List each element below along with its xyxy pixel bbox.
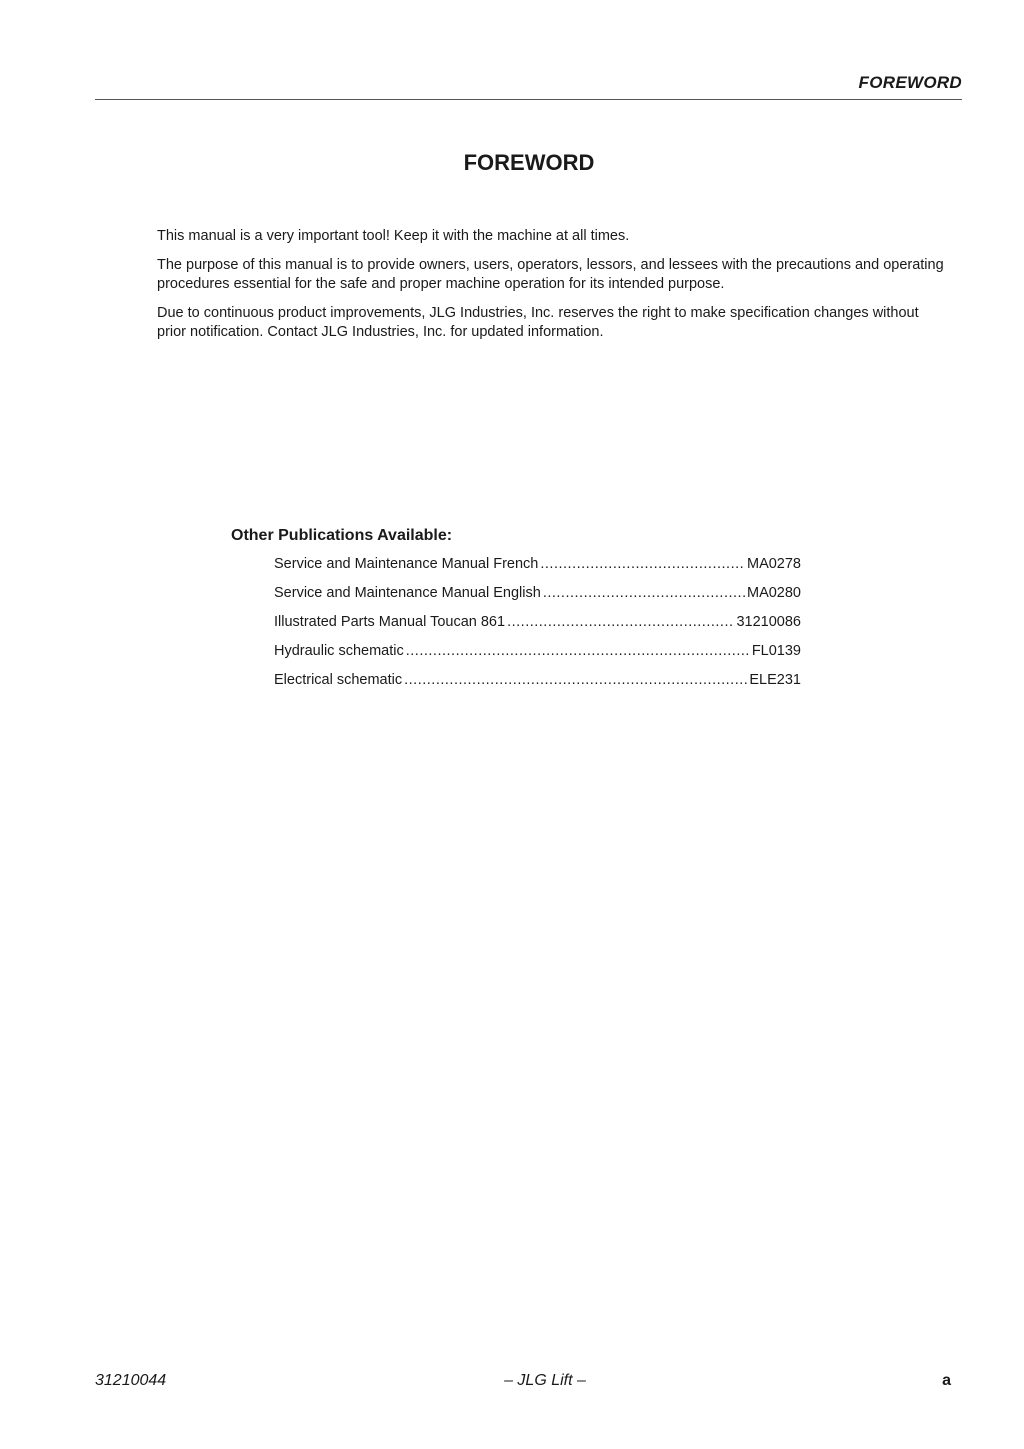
publication-item bbox=[274, 556, 801, 585]
publications-heading: Other Publications Available: bbox=[231, 527, 453, 544]
footer-page-number: a bbox=[942, 1372, 951, 1389]
publication-code: MA0278 bbox=[746, 556, 801, 572]
dot-leader bbox=[543, 585, 745, 601]
publication-code: ELE231 bbox=[749, 672, 801, 688]
publication-item bbox=[274, 585, 801, 614]
dot-leader bbox=[404, 672, 747, 688]
publication-item bbox=[274, 614, 801, 643]
publication-item bbox=[274, 672, 801, 701]
running-header-title: FOREWORD bbox=[858, 73, 962, 92]
paragraph-2: The purpose of this manual is to provide owners, users, operators, lessors, and lessees with the precautions and operating procedures essential for the safe and proper machine operation for its intended purpose. bbox=[157, 257, 944, 292]
publication-title: Illustrated Parts Manual Toucan 861 bbox=[274, 614, 506, 630]
foreword-body bbox=[157, 227, 947, 352]
publication-code: FL0139 bbox=[751, 643, 801, 659]
publication-title: Hydraulic schematic bbox=[274, 643, 404, 659]
publication-title: Service and Maintenance Manual English bbox=[274, 585, 541, 601]
dot-leader bbox=[406, 643, 750, 659]
header-rule bbox=[95, 99, 962, 100]
publications-list bbox=[274, 556, 801, 701]
paragraph-1: This manual is a very important tool! Keep it with the machine at all times. bbox=[157, 228, 630, 244]
dot-leader bbox=[540, 556, 745, 572]
publication-title: Service and Maintenance Manual French bbox=[274, 556, 539, 572]
publication-item bbox=[274, 643, 801, 672]
page-title: FOREWORD bbox=[463, 150, 595, 175]
publication-code: 31210086 bbox=[736, 614, 801, 630]
footer-brand: – JLG Lift – bbox=[504, 1372, 586, 1389]
dot-leader bbox=[507, 614, 734, 630]
paragraph-3: Due to continuous product improvements, JLG Industries, Inc. reserves the right to make specification changes without prior notification. Contact JLG Industries, Inc. for updated information. bbox=[157, 305, 919, 340]
publication-code: MA0280 bbox=[746, 585, 801, 601]
footer-doc-number: 31210044 bbox=[95, 1372, 167, 1389]
publication-title: Electrical schematic bbox=[274, 672, 403, 688]
